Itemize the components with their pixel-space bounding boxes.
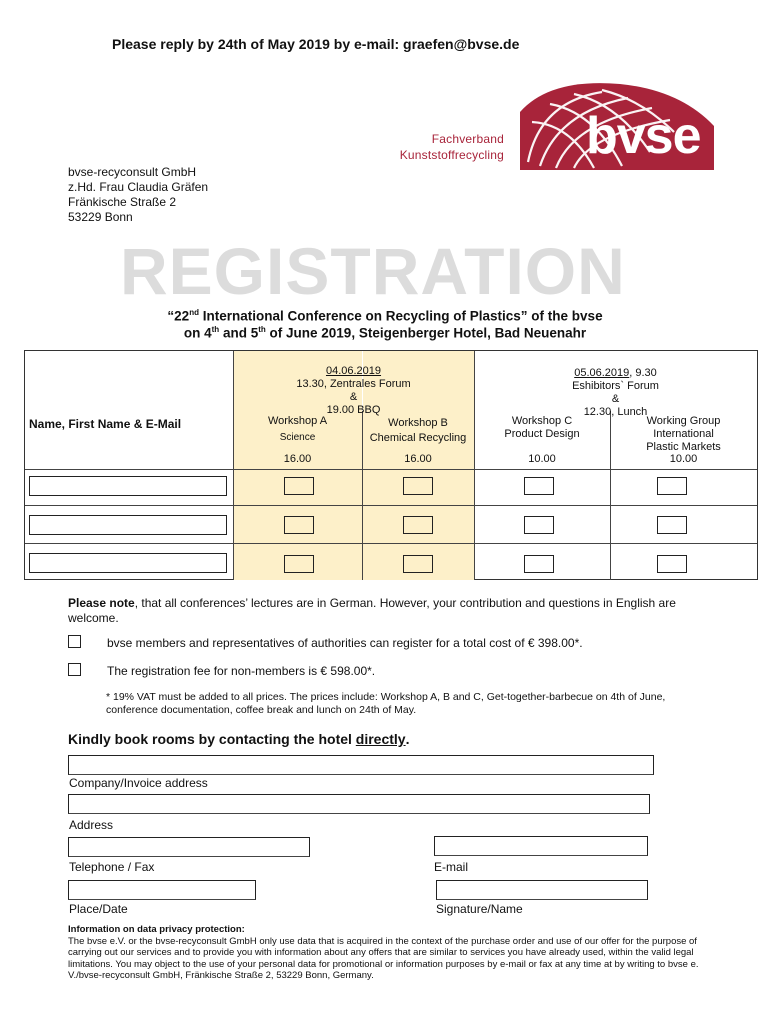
company-invoice-address-input[interactable] <box>68 755 654 775</box>
non-member-price-checkbox[interactable] <box>68 663 81 676</box>
name-column-header: Name, First Name & E-Mail <box>29 417 182 431</box>
conference-title-line1 <box>0 308 770 324</box>
logo-subtitle-line1: Fachverband <box>431 132 504 146</box>
privacy-notice <box>68 924 718 982</box>
workshop-b-checkbox[interactable] <box>403 477 433 495</box>
working-group-checkbox[interactable] <box>657 477 687 495</box>
privacy-heading: Information on data privacy protection: <box>68 924 245 935</box>
registration-table <box>24 350 758 580</box>
signature-input[interactable] <box>436 880 648 900</box>
note-label: Please note <box>68 596 135 610</box>
day1-line4: 19.00 BBQ <box>326 404 381 416</box>
note-text: , that all conferences’ lectures are in German. However, your contribution and questions in English are welcome. <box>68 596 676 625</box>
bvse-logo <box>398 72 718 172</box>
day1-line3: & <box>349 391 358 403</box>
logo-subtitle-line2: Kunststoffrecycling <box>399 148 504 162</box>
vat-note: * 19% VAT must be added to all prices. The prices include: Workshop A, B and C, Get-together-barbecue on 4th of June, conference documentation, coffee break and lunch on 24th of May. <box>106 691 666 716</box>
day1-date: 04.06.2019 <box>325 365 382 377</box>
col-title: Workshop A <box>267 415 328 427</box>
column-workshop-c <box>474 415 610 441</box>
workshop-a-checkbox[interactable] <box>284 555 314 573</box>
day2-line4a: 12.30, <box>583 406 618 418</box>
conf-sup: nd <box>189 308 199 317</box>
recipient-address <box>68 165 208 225</box>
divider <box>25 543 757 544</box>
participant-name-input[interactable] <box>29 553 227 573</box>
workshop-c-checkbox[interactable] <box>524 555 554 573</box>
conf-text: “22 <box>167 308 190 324</box>
logo-wordmark: bvse <box>586 107 701 165</box>
time-workshop-c: 10.00 <box>528 453 556 465</box>
col-title: Working Group <box>646 415 721 427</box>
day2-date-line <box>474 367 757 380</box>
address-line3: Fränkische Straße 2 <box>68 195 177 209</box>
place-date-label: Place/Date <box>69 902 128 916</box>
conf-text: International Conference on Recycling of Plastics” of the bvse <box>202 308 603 324</box>
col-subtitle: Product Design <box>504 428 580 440</box>
col-subtitle2: Plastic Markets <box>646 441 721 453</box>
hotel-text: Kindly book rooms by contacting the hotel <box>68 731 356 747</box>
hotel-booking-note <box>68 731 410 747</box>
address-line4: 53229 Bonn <box>68 210 133 224</box>
page-title: REGISTRATION <box>120 234 626 308</box>
day2-time: , 9.30 <box>629 367 657 379</box>
privacy-text: The bvse e.V. or the bvse-recyconsult GmbH only use data that is acquired in the context of the purchase order and use of our offer for the purpose of carrying out our services and to provide you with information about any offers that are similar to services you have already used, within the valid legal limitations. You may object to the use of your personal data for promotional or information purposes by e-mail or fax at any time at by writing to bvse e. V./bvse-recyconsult GmbH, Fränkische Straße 2, 53229 Bonn, Germany. <box>68 935 699 981</box>
workshop-b-checkbox[interactable] <box>403 555 433 573</box>
signature-label: Signature/Name <box>436 902 523 916</box>
conf-sup: th <box>211 325 220 334</box>
day2-line3: & <box>611 393 620 405</box>
time-working-group: 10.00 <box>669 453 698 465</box>
day2-header <box>474 367 757 419</box>
divider <box>25 505 757 506</box>
col-subtitle: International <box>653 428 714 440</box>
hotel-end: . <box>405 731 410 747</box>
non-member-price-text: The registration fee for non-members is € 598.00*. <box>107 664 376 678</box>
workshop-b-checkbox[interactable] <box>403 516 433 534</box>
conf-text: of June 2019, Steigenberger Hotel, Bad Neuenahr <box>265 325 587 341</box>
column-working-group <box>610 415 757 454</box>
col-title: Workshop B <box>388 417 448 429</box>
address-line1: bvse-recyconsult GmbH <box>68 165 197 179</box>
time-workshop-a: 16.00 <box>283 453 312 465</box>
day2-line4b: Lunch <box>617 406 648 418</box>
company-label: Company/Invoice address <box>69 776 208 790</box>
language-note <box>68 596 718 626</box>
day2-line2: Eshibitors` Forum <box>572 380 659 392</box>
working-group-checkbox[interactable] <box>657 555 687 573</box>
workshop-a-checkbox[interactable] <box>284 516 314 534</box>
address-label: Address <box>69 818 114 832</box>
conf-text: on 4 <box>183 325 212 341</box>
workshop-c-checkbox[interactable] <box>524 477 554 495</box>
day1-line2: 13.30, Zentrales Forum <box>296 378 411 390</box>
col-subtitle: Science <box>279 432 316 443</box>
col-subtitle: Chemical Recycling <box>369 432 467 444</box>
day2-date: 05.06.2019 <box>574 367 630 379</box>
working-group-checkbox[interactable] <box>657 516 687 534</box>
conf-text: and 5 <box>219 325 259 341</box>
telephone-fax-input[interactable] <box>68 837 310 857</box>
workshop-a-checkbox[interactable] <box>284 477 314 495</box>
column-workshop-b <box>362 417 474 445</box>
address-input[interactable] <box>68 794 650 814</box>
non-member-option <box>68 663 375 678</box>
member-price-text: bvse members and representatives of authorities can register for a total cost of € 398.00*. <box>107 636 583 650</box>
workshop-c-checkbox[interactable] <box>524 516 554 534</box>
column-workshop-a <box>233 415 362 444</box>
telephone-label: Telephone / Fax <box>69 860 155 874</box>
conf-sup: th <box>258 325 266 334</box>
member-option <box>68 635 583 650</box>
email-input[interactable] <box>434 836 648 856</box>
col-title: Workshop C <box>511 415 573 427</box>
member-price-checkbox[interactable] <box>68 635 81 648</box>
time-workshop-b: 16.00 <box>404 453 432 465</box>
hotel-underlined: directly <box>355 731 406 747</box>
place-date-input[interactable] <box>68 880 256 900</box>
day1-header <box>233 365 474 417</box>
address-line2: z.Hd. Frau Claudia Gräfen <box>68 180 209 194</box>
reply-instruction: Please reply by 24th of May 2019 by e-mail: graefen@bvse.de <box>112 36 520 52</box>
participant-name-input[interactable] <box>29 476 227 496</box>
conference-title-line2 <box>0 325 770 341</box>
participant-name-input[interactable] <box>29 515 227 535</box>
divider <box>25 469 757 470</box>
email-label: E-mail <box>434 860 469 874</box>
